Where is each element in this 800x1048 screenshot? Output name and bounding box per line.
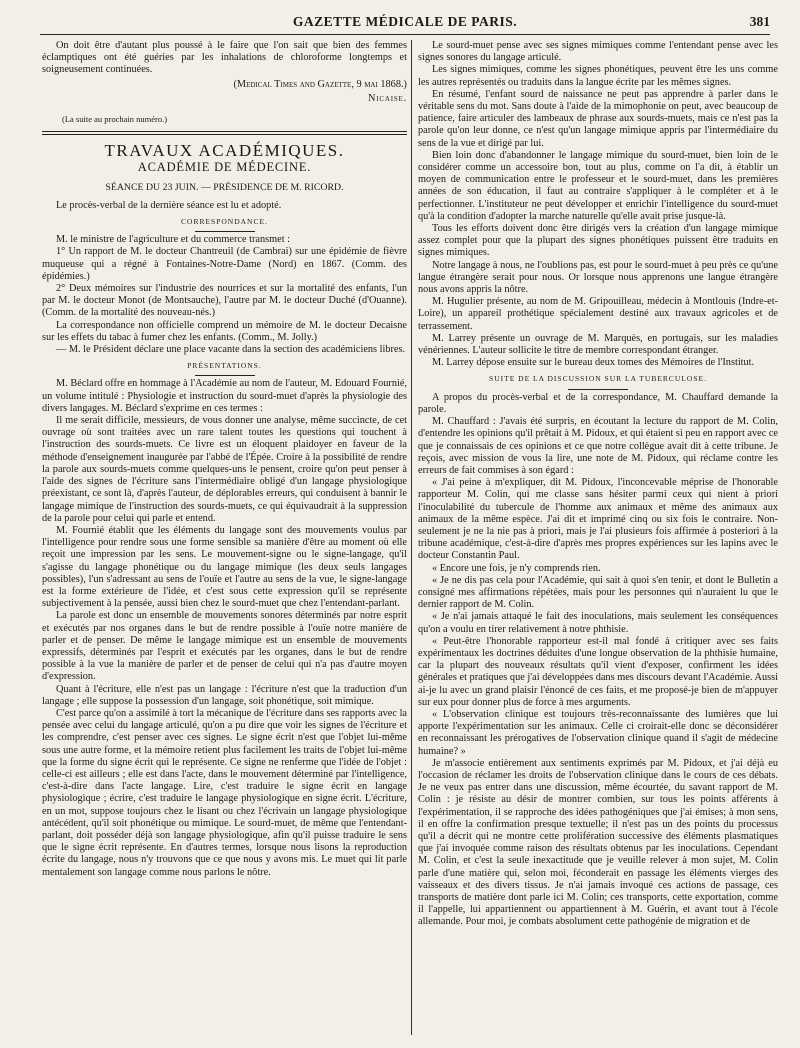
academy-title: ACADÉMIE DE MÉDECINE.: [137, 160, 312, 175]
page-number: 381: [749, 14, 770, 29]
column-divider: [411, 40, 412, 1035]
paragraph: « Peut-être l'honorable rapporteur est-il mal fondé à critiquer avec ses faits expérimentaux les doctrines déduites d'une longue observation de la phthisie humaine, car la plupart des nouveaux résultats qu'il vient d'exposer, confirment les idées générales et pratiques que j'ai développées dans mes discours devant l'Académie. Aussi ai-je lu avec un grand plaisir l'énoncé de ces faits, et me proposé-je bien de m'appuyer sur eux pour donner plus de force à mes arguments.: [418, 635, 778, 708]
paragraph: La parole est donc un ensemble de mouvements sonores déterminés par notre esprit et exécutés par nos organes dans le but de rendre possible à l'ouïe notre manière de parler et de penser. De même le langage mimique est un ensemble de mouvements expressifs, déterminés par l'esprit et exécutés par les organes, dans le but de rendre possible à la vue la manière de parler et de penser de celui qui n'a pas d'autre moyen d'expression.: [42, 610, 407, 683]
right-column: [418, 40, 778, 929]
paragraph: Je m'associe entièrement aux sentiments exprimés par M. Pidoux, et j'ai déjà eu l'occasion de réclamer les droits de l'observation clinique dans le cours de ces débats. Je ne veux pas entrer dans une discussion, même écourtée, du savant rapport de M. Colin : je résiste au désir de montrer combien, sur tous les points afférents à l'expérimentation, il se rapproche des idées pathogéniques que j'ai émises; à mon sens, il en offre la confirmation presque textuelle; il n'est pas un des points du processus qu'il a décrit qui ne montre cette prolifération successive des éléments plasmatiques que j'ai invoquée comme raison des résultats obtenus par les inoculations. Cependant M. Colin, et c'est la seule inexactitude que je veuille relever à mon sujet, M. Colin parle d'une matière qui, selon moi, féconderait en passage les éléments vierges des vaisseaux et des divers tissus. Je n'ai jamais invoqué ces actions de passage, ces transports de matière dont parle ici M. Colin; ces transports, cette exportation, comme il l'appelle, lui appartiennent ou appartiennent à M. Guérin, et avant tout à l'école allemande. Pour moi, je combats absolument cette pathogénie de migration et de: [418, 757, 778, 928]
correspondence-heading: CORRESPONDANCE.: [181, 217, 268, 227]
heading-rule: [568, 389, 628, 390]
session-line: SÉANCE DU 23 JUIN. — PRÉSIDENCE DE M. RICORD.: [105, 181, 344, 193]
paragraph: Notre langage à nous, ne l'oublions pas, est pour le sourd-muet à peu près ce qu'une langue étrangère serait pour nous. Or lorsque nous apprenons une langue étrangère nous avons appris la nôtre.: [418, 259, 778, 296]
section-divider: [42, 131, 407, 135]
paragraph: A propos du procès-verbal et de la correspondance, M. Chauffard demande la parole.: [418, 391, 778, 415]
paragraph: Les signes mimiques, comme les signes phonétiques, peuvent être les uns comme les autres représentés ou traduits dans la langue écrite par les mêmes signes.: [418, 64, 778, 88]
paragraph: « Je n'ai jamais attaqué le fait des inoculations, mais seulement les conséquences qu'on a voulu en tirer relativement à notre phthisie.: [418, 611, 778, 635]
minutes-paragraph: Le procès-verbal de la dernière séance est lu et adopté.: [56, 199, 282, 211]
heading-rule: [195, 231, 255, 232]
paragraph: M. Béclard offre en hommage à l'Académie au nom de l'auteur, M. Edouard Fournié, un volume intitulé : Physiologie et instruction du sourd-muet d'après la physiologie des divers langages. M. Béclard s'exprime en ces termes :: [42, 378, 407, 414]
paragraph: M. Larrey présente un ouvrage de M. Marquès, en portugais, sur les maladies vénériennes. L'auteur sollicite le titre de membre correspondant étranger.: [418, 332, 778, 357]
section-title: TRAVAUX ACADÉMIQUES.: [104, 141, 345, 161]
paragraph: 1° Un rapport de M. le docteur Chantreuil (de Cambrai) sur une épidémie de fièvre muqueuse qui a régné à Fontaines-Notre-Dame (Nord) en 1867. (Comm. des épidémies.): [42, 246, 407, 282]
paragraph: M. Fournié établit que les éléments du langage sont des mouvements voulus par l'intelligence pour rendre sous une forme sensible sa manière d'être au moment où elle reçoit une impression par les sens. Le mouvement-signe ou le signe-langage, qu'il s'agisse du langage phonétique ou du langage mimique (les deux seuls langages possibles), l'un s'adressant au sens de l'ouïe et l'autre au sens de la vue, le signe-langage est la forme extérieure de l'idée, et c'est sous cette expression qu'il se représente subjectivement à la pensée, aussi bien chez le sourd-muet que chez l'entendant-parlant.: [42, 524, 407, 610]
journal-title: GAZETTE MÉDICALE DE PARIS.: [292, 14, 518, 29]
paragraph: La correspondance non officielle comprend un mémoire de M. le docteur Decaisne sur les effets du tabac à fumer chez les enfants. (Comm., M. Jolly.): [42, 319, 407, 343]
paragraph: Quant à l'écriture, elle n'est pas un langage : l'écriture n'est que la traduction d'un langage ; elle suppose la possession d'un langage, soit phonétique, soit mimique.: [42, 683, 407, 707]
presentations-heading: PRÉSENTATIONS.: [187, 361, 262, 371]
paragraph: M. Hugulier présente, au nom de M. Gripouilleau, médecin à Montlouis (Indre-et-Loire), un appareil prothétique spécialement destiné aux travaux agricoles et de terrassement.: [418, 296, 778, 332]
page-header: [40, 10, 770, 35]
paragraph: Il me serait difficile, messieurs, de vous donner une analyse, même succincte, de cet ouvrage où sont traitées avec un rare talent toutes les questions qui touchent à l'instruction des sourds-muets. Ce livre est un éloquent plaidoyer en faveur de la méthode d'enseignement inaugurée par l'abbé de l'Épée. Croire à la possibilité de rendre la parole aux sourds-muets comme quelques-uns le pensent, croire qu'on peut penser à l'aide des signes de l'écriture sans l'intermédiaire obligé d'un langage physiologique préexistant, ce sont là, d'après l'auteur, de déplorables erreurs, qui conduisent à bannir le langage mimique de l'instruction des sourds-muets, ce qui équivaudrait à la suppression de la parole pour celui qui parle et entend.: [42, 415, 407, 524]
left-column: [42, 40, 407, 879]
paragraph: Tous les efforts doivent donc être dirigés vers la création d'un langage mimique assez complet pour que la plupart des signes phonétiques puissent être traduits en signes mimiques.: [418, 223, 778, 259]
paragraph: « J'ai peine à m'expliquer, dit M. Pidoux, l'inconcevable méprise de l'honorable rapporteur M. Colin, qui me classe sans hésiter parmi ceux qui nient à priori l'inoculabilité du tubercule de l'homme aux animaux et même des animaux aux animaux de la même espèce. J'ai dit et imprimé cinq ou six fois le contraire. Non-seulement je ne la nie pas à priori, mais je l'ai plusieurs fois affirmée à posteriori à la tribune académique, c'est-à-dire d'après mes propres expériences sur les lapins avec le docteur Constantin Paul.: [418, 477, 778, 562]
paragraph: Bien loin donc d'abandonner le langage mimique du sourd-muet, bien loin de le considérer comme un accessoire bon, tout au plus, comme on l'a dit, à établir un moyen de communication entre le professeur et le sourd-muet, dans les premières années de son éducation, il faut au contraire s'appliquer à le compléter et à le perfectionner. L'instituteur ne peut développer et enrichir l'intelligence du sourd-muet qu'à la condition d'adopter la marche naturelle qu'elle avait prise jusque-là.: [418, 149, 778, 222]
paragraph: « L'observation clinique est toujours très-reconnaissante des lumières que lui apporte l'expérimentation sur les animaux. Celle ci croirait-elle donc se déconsidérer en reconnaissant les prérogatives de l'observation clinique quand il s'agit de médecine humaine? »: [418, 708, 778, 757]
paragraph: En résumé, l'enfant sourd de naissance ne peut pas apprendre à parler dans le véritable sens du mot. Sans doute à l'aide de la mimophonie on peut, avec beaucoup de patience, faire articuler des lambeaux de phrase aux sourds-muets, mais ce n'est pas la parole qu'on leur donne, ce n'est qu'un langage mimique appris par l'intermédiaire du sens de la vue et dirigé par lui.: [418, 88, 778, 149]
discussion-heading: SUITE DE LA DISCUSSION SUR LA TUBERCULOSE.: [489, 374, 707, 384]
paragraph: — M. le Président déclare une place vacante dans la section des académiciens libres.: [56, 344, 406, 356]
heading-rule: [195, 375, 255, 376]
paragraph: « Je ne dis pas cela pour l'Académie, qui sait à quoi s'en tenir, et dont le Bulletin a consigné mes affirmations répétées, mais pour les personnes qui n'auraient lu que le dernier rapport de M. Colin.: [418, 574, 778, 611]
paragraph: Le sourd-muet pense avec ses signes mimiques comme l'entendant pense avec les signes sonores du langage articulé.: [418, 40, 778, 64]
continuation-note: (La suite au prochain numéro.): [62, 114, 168, 125]
paragraph: M. le ministre de l'agriculture et du commerce transmet :: [56, 234, 291, 246]
paragraph: M. Chauffard : J'avais été surpris, en écoutant la lecture du rapport de M. Colin, d'entendre les opinions qu'il prêtait à M. Pidoux, et qui étaient si peu en rapport avec ce que je connaissais de ces opinions et ce que notre collègue avait dit à cette tribune. Je reçois, avec mission de vous la lire, une note de M. Pidoux, qui réclame contre les erreurs de fait commises à son égard :: [418, 416, 778, 476]
author-signature: Nicaise.: [368, 92, 407, 104]
source-reference: (Medical Times and Gazette, 9 mai 1868.): [233, 78, 407, 90]
intro-paragraph: On doit être d'autant plus poussé à le faire que l'on sait que bien des femmes éclamptiques ont été guéries par les inhalations de chloroforme longtemps et soigneusement continuées.: [42, 40, 407, 76]
paragraph: C'est parce qu'on a assimilé à tort la mécanique de l'écriture dans ses rapports avec la pensée avec celui du langage articulé, qu'on a pu dire que voir les signes de l'écriture et les comprendre, c'est penser avec ces signes. Le signe écrit n'est que l'objet lui-même sous une autre forme, et la mémoire retient plus facilement les traits de l'objet lui-même que la forme du signe écrit qui le représente. Ce signe ne renferme que l'idée de l'objet : celle-ci est ailleurs ; elle est dans l'acte, dans le mouvement déterminé par l'intelligence, c'est-à-dire dans l'acte langage. Lire, c'est traduire le signe écrit en langage physiologique ; écrire, c'est traduire le langage physiologique en signe écrit. L'écriture, en un mot, suppose toujours chez le lisant ou chez l'écrivain un langage physiologique antécédent, qu'il soit phonétique ou mimique. Le sourd-muet, de même que l'entendant-parlant, doit posséder déjà son langage physiologique, afin qu'il puisse traduire le sens que le signe écrit représente. En d'autres termes, lorsque nous lisons la reproduction écrite du langage, nous n'y trouvons que ce que nous y avons mis. Le muet qui lit parle mentalement son langage comme nous parlons le nôtre.: [42, 707, 407, 878]
paragraph: M. Larrey dépose ensuite sur le bureau deux tomes des Mémoires de l'Institut.: [432, 357, 755, 369]
paragraph: « Encore une fois, je n'y comprends rien.: [432, 562, 601, 574]
paragraph: 2° Deux mémoires sur l'industrie des nourrices et sur la mortalité des enfants, l'un par M. le docteur Monot (de Montsauche), l'autre par M. le docteur Duché (d'Ouanne). (Comm. de la mortalité des nouveau-nés.): [42, 283, 407, 319]
